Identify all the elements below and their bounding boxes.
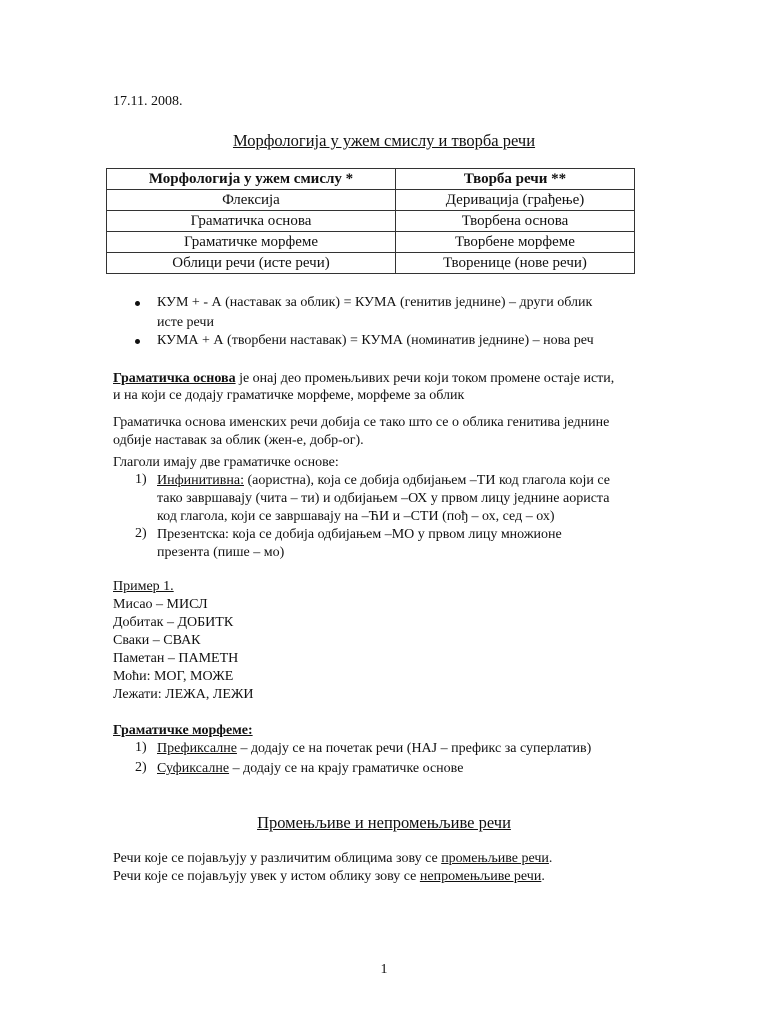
table-cell: Творбене морфеме	[396, 232, 635, 253]
title-variable-words: Промењљиве и непромењљиве речи	[257, 813, 511, 832]
table-header-row	[107, 169, 635, 190]
paragraph-text: .	[541, 869, 545, 884]
bullet-text-continued: исте речи	[157, 315, 214, 330]
paragraph-text: Речи које се појављују у различитим облицима зову се	[113, 851, 442, 866]
term-prefixal: Префиксалне	[157, 741, 237, 756]
list-item-text: тако завршавају (чита – ти) и одбијањем –ОХ у првом лицу једнине аориста	[157, 491, 610, 506]
list-item-text: (аористна), која се добија одбијањем –ТИ код глагола који се	[243, 473, 610, 488]
list-item	[157, 472, 610, 490]
table-cell: Творбена основа	[396, 211, 635, 232]
term-suffixal: Суфиксалне	[157, 761, 230, 776]
table-cell: Деривација (грађење)	[396, 190, 635, 211]
page-number: 1	[380, 962, 388, 977]
table-cell: Творенице (нове речи)	[396, 253, 635, 274]
example-line: Лежати: ЛЕЖА, ЛЕЖИ	[113, 687, 254, 702]
paragraph-line	[113, 868, 545, 886]
bullet-text: КУМА + А (творбени наставак) = КУМА (номинатив једнине) – нова реч	[157, 333, 594, 348]
term-infinitive: Инфинитивна:	[157, 473, 244, 488]
bullet-text: КУМ + - А (наставак за облик) = КУМА (генитив једнине) – други облик	[157, 295, 593, 310]
table-header-cell: Творба речи **	[396, 169, 635, 190]
paragraph-text: .	[548, 851, 553, 866]
term-variable-words: промењљиве речи	[441, 851, 549, 866]
bullet-icon	[135, 301, 140, 306]
list-item	[157, 760, 463, 778]
list-number: 1)	[135, 472, 147, 487]
list-number: 1)	[135, 740, 147, 755]
list-item-text: – додају се на крају граматичке основе	[229, 761, 464, 776]
list-number: 2)	[135, 760, 147, 775]
example-line: Моћи: МОГ, МОЖЕ	[113, 669, 234, 684]
table-row	[107, 190, 635, 211]
paragraph-line: Граматичка основа именских речи добија се тако што се о облика генитива једнине	[113, 415, 610, 430]
table-cell: Облици речи (исте речи)	[107, 253, 396, 274]
term-grammatical-base: Граматичка основа	[113, 371, 236, 386]
example-line: Паметан – ПАМЕТН	[113, 651, 239, 666]
title-morphology: Морфологија у ужем смислу и творба речи	[232, 131, 536, 150]
list-item	[157, 740, 591, 758]
morphemes-title: Граматичке морфеме:	[113, 723, 253, 738]
paragraph-line: Глаголи имају две граматичке основе:	[113, 455, 339, 470]
table-row	[107, 211, 635, 232]
table-row	[107, 232, 635, 253]
paragraph-line: одбије наставак за облик (жен-е, добр-ог).	[113, 433, 364, 448]
paragraph-line	[113, 370, 614, 388]
example-title: Пример 1.	[113, 579, 174, 594]
list-item-text: – додају се на почетак речи (НАЈ – префикс за суперлатив)	[236, 741, 592, 756]
paragraph-line	[113, 850, 552, 868]
paragraph-line: и на који се додају граматичке морфеме, морфеме за облик	[113, 388, 465, 403]
table-row	[107, 253, 635, 274]
list-item-text: презента (пише – мо)	[157, 545, 285, 560]
table-cell: Граматичке морфеме	[107, 232, 396, 253]
term-invariable-words: непромењљиве речи	[419, 869, 542, 884]
list-number: 2)	[135, 526, 147, 541]
date: 17.11. 2008.	[113, 94, 183, 109]
example-line: Сваки – СВАК	[113, 633, 201, 648]
paragraph-text: је онај део промењљивих речи који током промене остаје исти,	[235, 371, 615, 386]
example-line: Мисао – МИСЛ	[113, 597, 208, 612]
paragraph-text: Речи које се појављују увек у истом облику зову се	[113, 869, 420, 884]
example-line: Добитак – ДОБИТК	[113, 615, 234, 630]
list-item-text: код глагола, који се завршавају на –ЋИ и –СТИ (пођ – ох, сед – ох)	[157, 509, 555, 524]
list-item-text: Презентска: која се добија одбијањем –МО у првом лицу множионе	[157, 527, 562, 542]
table-header-cell: Морфологија у ужем смислу *	[107, 169, 396, 190]
table-cell: Граматичка основа	[107, 211, 396, 232]
bullet-icon	[135, 339, 140, 344]
table-cell: Флексија	[107, 190, 396, 211]
comparison-table	[106, 168, 635, 274]
